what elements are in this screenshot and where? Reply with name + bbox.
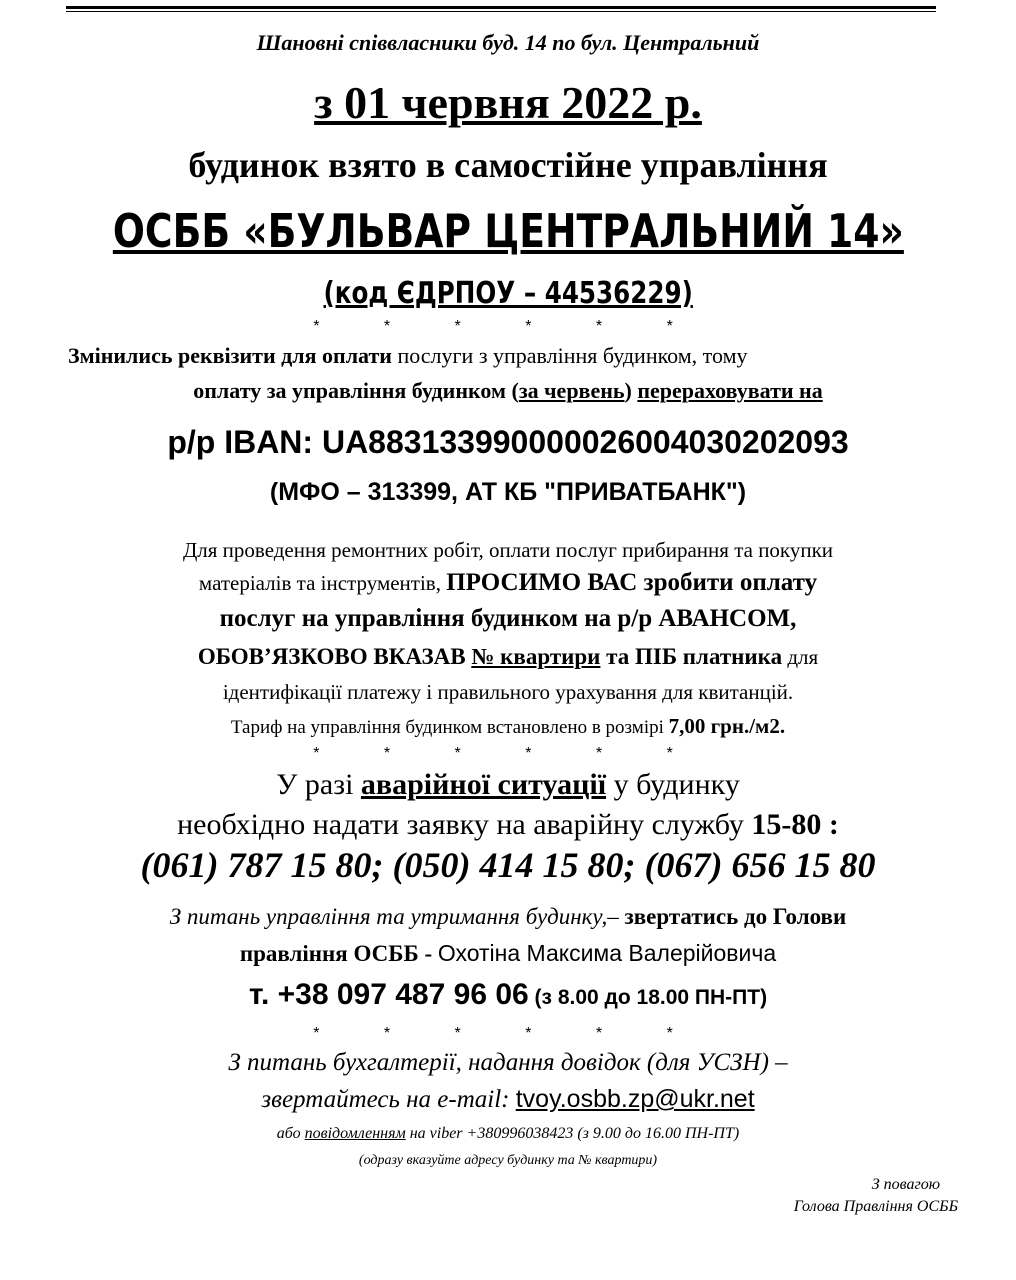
subheadline: будинок взято в самостійне управління (188, 145, 828, 185)
date-headline: з 01 червня 2022 р. (314, 77, 702, 128)
accounting-line-2 (0, 1085, 1016, 1114)
separator-3: * * * * * * (313, 1025, 703, 1042)
emergency-line-1 (0, 768, 1016, 802)
top-border-line-thin (66, 11, 936, 12)
tariff-text: Тариф на управління будинком встановлено в розмірі (230, 717, 669, 738)
emergency-l2a: необхідно надати заявку на аварійну службу (177, 808, 752, 841)
payment-line-5: ідентифікації платежу і правильного урахування для квитанцій. (222, 680, 794, 704)
chairman-hours: (з 8.00 до 18.00 ПН-ПТ) (528, 986, 768, 1009)
accounting-l3a: або (276, 1125, 305, 1142)
top-border-line (66, 6, 936, 9)
requisites-bold: Змінились реквізити для оплати (68, 343, 392, 368)
osbb-name: ОСББ «БУЛЬВАР ЦЕНТРАЛЬНИЙ 14» (112, 204, 904, 258)
requisites-rest: послуги з управління будинком, тому (391, 343, 748, 368)
accounting-line-3 (0, 1125, 1016, 1143)
requisites-l2c: ) (624, 378, 638, 403)
signature-regards: З повагою (871, 1176, 940, 1193)
tariff-value: 7,00 грн./м2. (668, 714, 786, 738)
payment-line-1: Для проведення ремонтних робіт, оплати послуг прибирання та покупки (182, 538, 834, 562)
edrpou-code: (код ЄДРПОУ – 44536229) (323, 276, 693, 311)
management-phone-row (0, 978, 1016, 1012)
payment-line-4 (0, 644, 1016, 670)
bank-details: (МФО – 313399, АТ КБ "ПРИВАТБАНК") (269, 478, 747, 506)
emergency-l1a: У разі (276, 768, 361, 801)
requisites-line-2 (0, 378, 1016, 404)
payment-l4b: № квартири (471, 644, 601, 669)
emergency-service-number: 15-80 : (751, 808, 839, 841)
separator-2: * * * * * * (313, 745, 703, 762)
management-line-1 (0, 904, 1016, 930)
payment-line-6 (0, 714, 1016, 739)
accounting-message: повідомленням (304, 1125, 406, 1142)
emergency-line-2 (0, 808, 1016, 842)
iban: р/р IBAN: UA883133990000026004030202093 (167, 424, 849, 460)
accounting-line-1: З питань бухгалтерії, надання довідок (для УСЗН) – (228, 1049, 788, 1076)
accounting-l2a: звертайтесь на e-mail: (261, 1086, 516, 1113)
edrpou-row (0, 276, 1016, 311)
requisites-transfer: перераховувати на (637, 378, 823, 403)
requisites-l2a: оплату за управління будинком ( (193, 378, 519, 403)
management-l1b: звертатись до Голови (624, 904, 847, 929)
payment-l4d: для (782, 645, 819, 669)
payment-l2a: матеріалів та інструментів, (198, 571, 447, 595)
osbb-name-row (0, 204, 1016, 258)
management-l1a: З питань управління та утримання будинку,– (169, 904, 625, 929)
emergency-situation: аварійної ситуації (360, 768, 607, 801)
signature-title: Голова Правління ОСББ (793, 1198, 958, 1215)
chairman-phone: т. +38 097 487 96 06 (248, 978, 529, 1011)
payment-line-2 (0, 569, 1016, 597)
payment-l2b: ПРОСИМО ВАС зробити оплату (446, 569, 818, 596)
email-link[interactable]: tvoy.osbb.zp@ukr.net (515, 1085, 755, 1113)
chairman-name: Охотіна Максима Валерійовича (437, 940, 777, 966)
requisites-month: за червень (518, 378, 625, 403)
management-line-2 (0, 940, 1016, 967)
emergency-phones: (061) 787 15 80; (050) 414 15 80; (067) 656 15 80 (140, 845, 876, 885)
separator-1: * * * * * * (313, 318, 703, 335)
requisites-line-1 (68, 343, 938, 369)
management-l2a: правління ОСББ - (239, 941, 438, 966)
payment-l4c: та ПІБ платника (600, 644, 783, 669)
emergency-l1c: у будинку (606, 768, 740, 801)
accounting-viber: на viber +380996038423 (з 9.00 до 16.00 ПН-ПТ) (405, 1125, 740, 1142)
greeting: Шановні співвласники буд. 14 по бул. Центральний (256, 30, 760, 55)
payment-l4a: ОБОВ’ЯЗКОВО ВКАЗАВ (197, 644, 472, 669)
accounting-line-4: (одразу вказуйте адресу будинку та № квартири) (358, 1153, 658, 1168)
payment-line-3: послуг на управління будинком на р/р АВАНСОМ, (219, 605, 797, 632)
